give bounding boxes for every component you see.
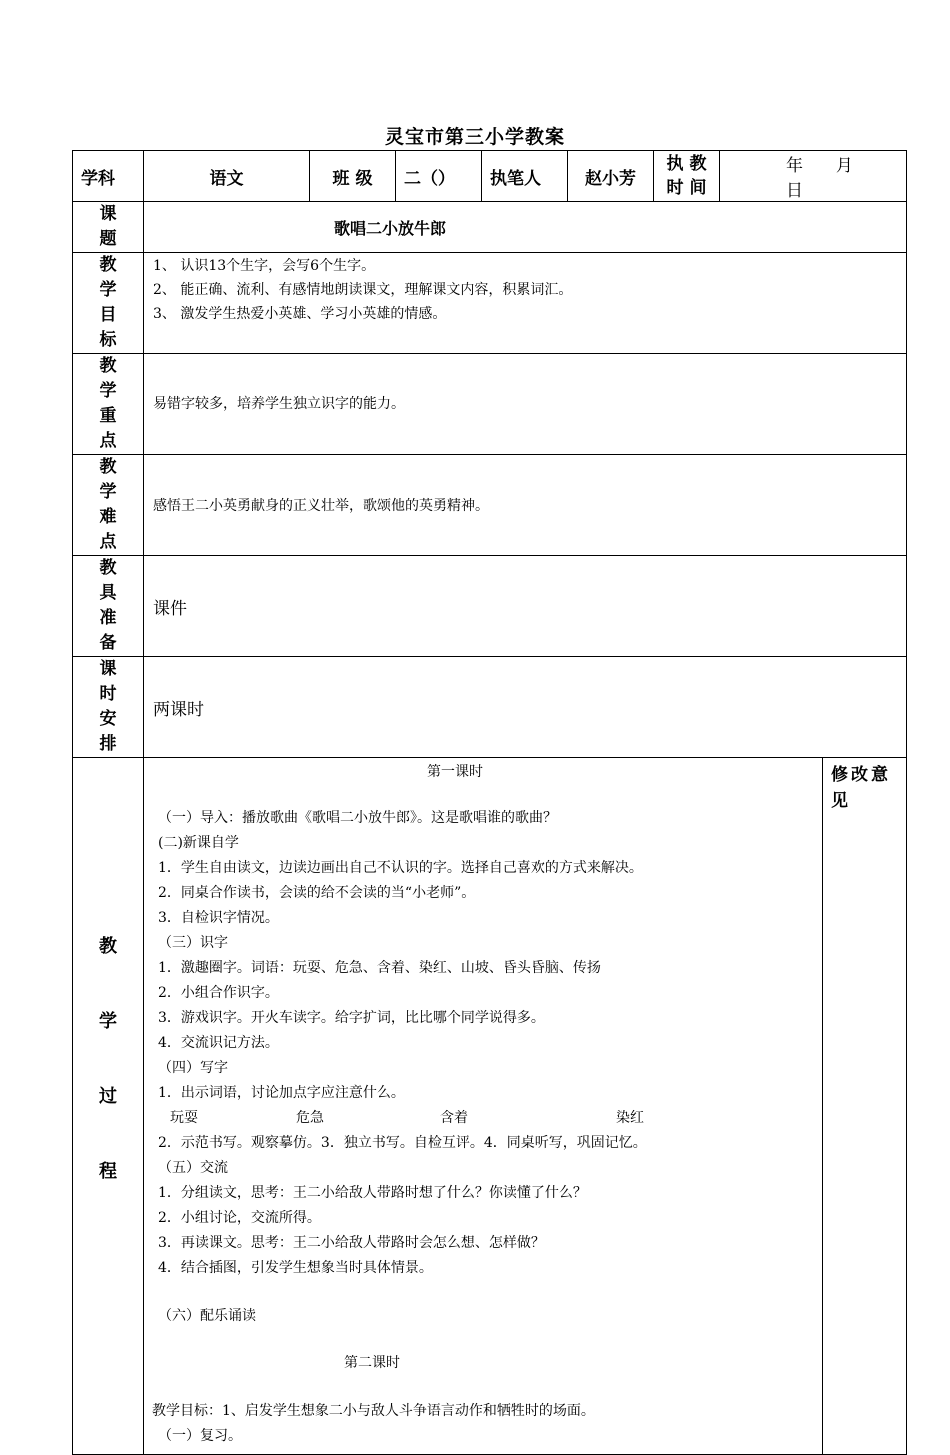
word-item: 含着 [440, 1110, 468, 1126]
second-lesson-heading: 第二课时 [344, 1355, 400, 1371]
author-value: 赵小芳 [568, 151, 654, 202]
process-line: 3．自检识字情况。 [158, 910, 279, 926]
tools-label: 教 具 准 备 [73, 556, 144, 657]
header-row [73, 151, 907, 202]
goals-label: 教 学 目 标 [73, 253, 144, 354]
class-label: 班 级 [310, 151, 396, 202]
process-line: （一）导入：播放歌曲《歌唱二小放牛郎》。这是歌唱谁的歌曲？ [158, 810, 557, 826]
goal-item: 3、 激发学生热爱小英雄、学习小英雄的情感。 [153, 306, 447, 322]
topic-row [73, 202, 907, 253]
difficulty-row [73, 455, 907, 556]
teaching-date [720, 151, 907, 202]
subject-label: 学科 [73, 151, 144, 202]
difficulty-value: 感悟王二小英勇献身的正义壮举，歌颂他的英勇精神。 [144, 455, 907, 556]
tools-value: 课件 [144, 556, 907, 657]
topic-label: 课 题 [73, 202, 144, 253]
process-content [144, 758, 823, 1455]
teaching-time-label-line1: 执 教 [666, 154, 707, 174]
goals-list [144, 253, 907, 354]
key-points-row [73, 354, 907, 455]
process-label-char: 教 [99, 936, 117, 957]
process-line: （五）交流 [158, 1160, 228, 1176]
goal-item: 2、 能正确、流利、有感情地朗读课文，理解课文内容，积累词汇。 [153, 282, 573, 298]
process-line: 1．分组读文，思考：王二小给敌人带路时想了什么？你读懂了什么？ [158, 1185, 587, 1201]
teaching-time-label [654, 151, 720, 202]
process-line: 1．学生自由读文，边读边画出自己不认识的字。选择自己喜欢的方式来解决。 [158, 860, 643, 876]
author-label: 执笔人 [482, 151, 568, 202]
process-line: 1．激趣圈字。词语：玩耍、危急、含着、染红、山坡、昏头昏脑、传扬 [158, 960, 601, 976]
process-line: 3．游戏识字。开火车读字。给字扩词，比比哪个同学说得多。 [158, 1010, 545, 1026]
process-line: 2．小组合作识字。 [158, 985, 279, 1001]
word-item: 玩耍 [170, 1110, 198, 1126]
date-day: 日 [786, 181, 803, 201]
subject-value: 语文 [144, 151, 310, 202]
process-line: 1．出示词语，讨论加点字应注意什么。 [158, 1085, 405, 1101]
teaching-time-label-line2: 时 间 [666, 178, 707, 198]
process-line: 3．再读课文。思考：王二小给敌人带路时会怎么想、怎样做？ [158, 1235, 545, 1251]
hours-value: 两课时 [144, 657, 907, 758]
hours-row [73, 657, 907, 758]
revision-notes: 修改意见 [823, 758, 907, 1455]
process-label [73, 758, 144, 1455]
process-line: 4．交流识记方法。 [158, 1035, 279, 1051]
process-line: 2．小组讨论，交流所得。 [158, 1210, 321, 1226]
word-item: 危急 [296, 1110, 324, 1126]
process-line: （六）配乐诵读 [158, 1308, 256, 1324]
goals-row [73, 253, 907, 354]
process-line: 2．示范书写。观察摹仿。3．独立书写。自检互评。4．同桌听写，巩固记忆。 [158, 1135, 647, 1151]
process-line: （一）复习。 [158, 1428, 242, 1444]
process-line: （四）写字 [158, 1060, 228, 1076]
difficulty-label: 教 学 难 点 [73, 455, 144, 556]
process-line: （三）识字 [158, 935, 228, 951]
class-value: 二（） [396, 151, 482, 202]
process-row [73, 758, 907, 1455]
process-label-char: 过 [99, 1086, 117, 1107]
date-month: 月 [835, 156, 853, 176]
document-title: 灵宝市第三小学教案 [384, 126, 565, 148]
goal-item: 1、 认识13个生字，会写6个生字。 [153, 258, 376, 274]
date-year: 年 [786, 156, 803, 176]
key-points-value: 易错字较多，培养学生独立识字的能力。 [144, 354, 907, 455]
word-item: 染红 [616, 1110, 644, 1126]
process-line: 4．结合插图，引发学生想象当时具体情景。 [158, 1260, 433, 1276]
topic-value: 歌唱二小放牛郎 [144, 202, 907, 253]
process-label-char: 程 [99, 1161, 117, 1182]
hours-label: 课 时 安 排 [73, 657, 144, 758]
process-line: 2．同桌合作读书，会读的给不会读的当“小老师”。 [158, 885, 476, 901]
first-lesson-heading: 第一课时 [427, 764, 483, 780]
lesson-plan-table [72, 150, 907, 1455]
process-line: 教学目标：1、启发学生想象二小与敌人斗争语言动作和牺牲时的场面。 [152, 1403, 595, 1419]
process-line: (二)新课自学 [158, 835, 239, 851]
process-label-char: 学 [99, 1011, 117, 1032]
tools-row [73, 556, 907, 657]
key-points-label: 教 学 重 点 [73, 354, 144, 455]
